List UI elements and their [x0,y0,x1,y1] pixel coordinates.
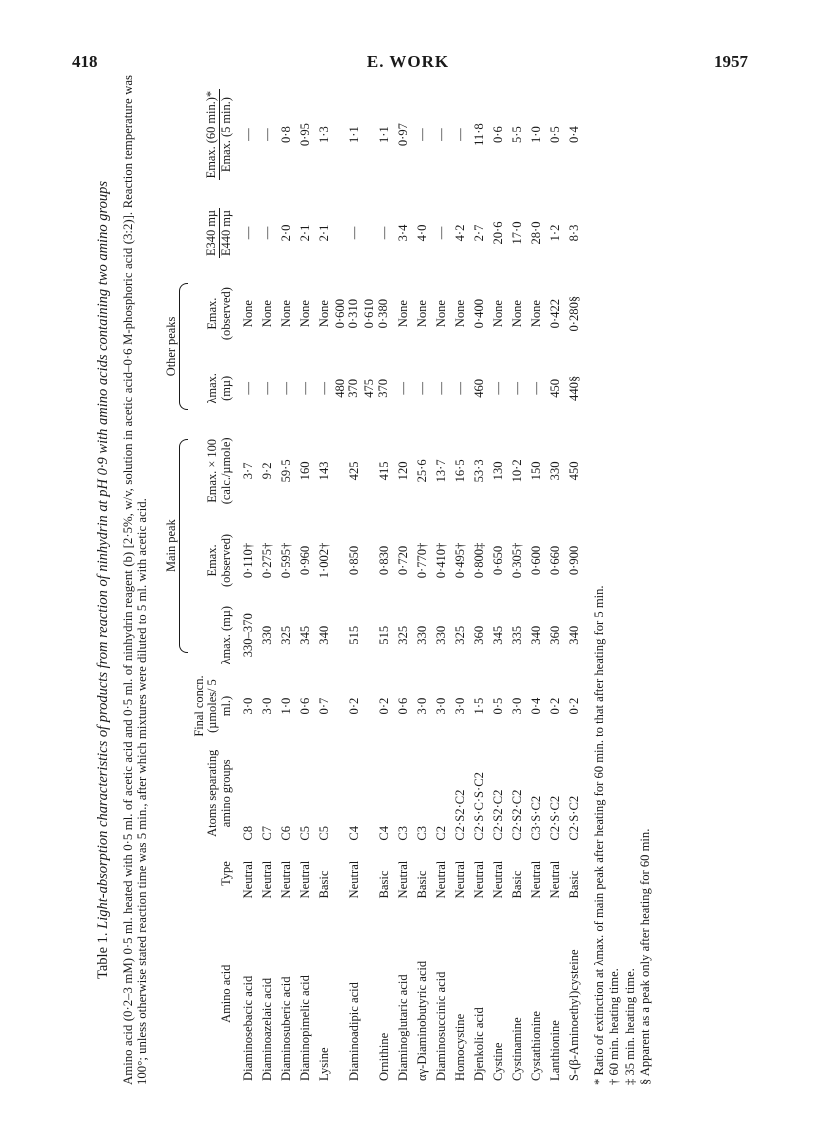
cell-type: Neutral [452,860,467,899]
cell-ratio: — [376,226,391,240]
cell-ratio: 2·1 [298,224,313,242]
table-title [95,75,112,1085]
cell-other-emax: None [414,300,429,328]
cell-amino-acid: Diaminoazelaic acid [260,977,275,1081]
cell-ratio: 4·0 [414,224,429,242]
cell-emax-calc: 120 [395,461,410,481]
cell-heat-ratio: — [433,128,448,141]
col-other-lmax: λmax. (mµ) [205,373,233,404]
cell-other-emax-secondary: 0·310 [346,298,361,329]
cell-type: Basic [376,870,391,899]
ratio-numerator: E340 mµ [204,209,219,257]
cell-heat-ratio: 0·8 [279,126,294,144]
group-header-row [164,75,192,1085]
col-atoms: Atoms separating amino groups [205,749,233,837]
cell-emax-calc: 450 [566,461,581,481]
cell-other-lmax: — [528,382,543,395]
table-row [314,75,333,1085]
cell-atoms: C3 [414,825,429,841]
col-lmax: λmax. (mµ) [219,605,233,665]
cell-atoms: C2·S·C2 [566,795,581,841]
cell-heat-ratio: 0·4 [566,126,581,144]
cell-lmax: 330 [414,625,429,645]
col-emax-obs: Emax. (observed) [205,533,233,587]
cell-other-emax: 0·280§ [566,295,581,332]
table-row [430,75,449,1085]
cell-other-lmax: — [260,382,275,395]
cell-lmax: 340 [528,625,543,645]
cell-ratio: — [260,226,275,240]
cell-other-lmax: 450 [547,378,562,398]
ratio-header [205,208,233,258]
cell-emax-obs: 0·600 [528,545,543,576]
cell-heat-ratio: 1·0 [528,126,543,144]
cell-amino-acid: Lanthionine [547,1020,562,1081]
data-table [164,75,582,1085]
cell-other-emax: None [317,300,332,328]
col-amino-acid: Amino acid [219,964,233,1023]
table-row [449,75,468,1085]
cell-type: Neutral [490,860,505,899]
cell-emax-calc: 160 [298,461,313,481]
cell-heat-ratio: 0·5 [547,126,562,144]
cell-amino-acid: Ornithine [376,1032,391,1081]
cell-lmax: 335 [509,625,524,645]
cell-other-emax [362,272,392,356]
cell-other-lmax: — [414,382,429,395]
ratio-denominator: E440 mµ [219,209,233,257]
cell-amino-acid: Lysine [317,1047,332,1081]
table-row [392,75,411,1085]
cell-conc: 0·6 [395,697,410,715]
cell-emax-obs: 0·720 [395,545,410,576]
cell-other-lmax: — [395,382,410,395]
cell-emax-obs: 0·800‡ [471,542,486,579]
cell-ratio: 1·2 [547,224,562,242]
cell-emax-calc: 3·7 [241,462,256,480]
cell-type: Basic [414,870,429,899]
main-peak-brace [179,439,188,653]
col-emax-calc: Emax. × 100 (calc./µmole) [205,437,233,505]
footnote: * Ratio of extinction at λmax. of main peak after heating for 60 min. to that after heating for 5 min. [592,585,607,1085]
cell-atoms: C2·S2·C2 [509,789,524,841]
heat-numerator: Emax. (60 min.)* [204,90,219,179]
cell-emax-calc: 415 [376,461,391,481]
cell-other-lmax-secondary: 370 [376,378,391,398]
cell-ratio: 8·3 [566,224,581,242]
cell-lmax: 345 [490,625,505,645]
cell-other-lmax: — [490,382,505,395]
cell-heat-ratio: 1·3 [317,126,332,144]
cell-emax-calc: 16·5 [452,459,467,483]
cell-amino-acid: Diaminoglutaric acid [395,974,410,1081]
table-row [563,75,582,1085]
cell-amino-acid: Diaminosuccinic acid [433,971,448,1081]
table-label: Table 1. [95,932,111,979]
cell-type: Neutral [395,860,410,899]
table-row [487,75,506,1085]
cell-ratio: — [241,226,256,240]
cell-other-lmax: 460 [471,378,486,398]
other-peaks-group [164,272,192,421]
cell-other-lmax: — [317,382,332,395]
cell-other-emax: 0·422 [547,298,562,329]
cell-amino-acid: Djenkolic acid [471,1007,486,1081]
cell-other-emax-primary: 0·600 [332,298,347,329]
cell-atoms: C2·S2·C2 [490,789,505,841]
cell-atoms: C6 [279,825,294,841]
cell-atoms: C4 [376,825,391,841]
cell-conc: 0·7 [317,697,332,715]
cell-other-emax: None [395,300,410,328]
cell-atoms: C3 [395,825,410,841]
main-peak-group [164,421,192,670]
cell-emax-obs: 0·595† [279,542,294,579]
cell-lmax: 360 [547,625,562,645]
table-row [468,75,487,1085]
cell-type: Neutral [547,860,562,899]
cell-type: Basic [509,870,524,899]
cell-emax-calc: 10·2 [509,459,524,483]
cell-conc: 0·2 [547,697,562,715]
cell-amino-acid: Cystathionine [528,1011,543,1081]
cell-other-lmax: — [509,382,524,395]
cell-conc: 1·5 [471,697,486,715]
cell-conc: 3·0 [509,697,524,715]
cell-emax-obs: 1·002† [317,542,332,579]
cell-ratio: 28·0 [528,221,543,245]
cell-conc: 3·0 [241,697,256,715]
cell-other-lmax: — [298,382,313,395]
cell-ratio: 20·6 [490,221,505,245]
table-row [238,75,257,1085]
other-peaks-label: Other peaks [164,316,179,377]
cell-emax-calc: 130 [490,461,505,481]
cell-emax-obs: 0·275† [260,542,275,579]
cell-other-emax: None [509,300,524,328]
cell-heat-ratio: 1·1 [346,126,361,144]
cell-ratio: 17·0 [509,221,524,245]
cell-atoms: C2·S2·C2 [452,789,467,841]
rotated-table-block [95,75,715,1085]
cell-other-emax: None [528,300,543,328]
cell-other-emax: None [260,300,275,328]
cell-ratio: 2·1 [317,224,332,242]
cell-type: Neutral [298,860,313,899]
cell-other-emax: 0·400 [471,298,486,329]
cell-ratio: 2·0 [279,224,294,242]
cell-atoms: C3·S·C2 [528,795,543,841]
cell-other-emax [333,272,363,356]
cell-amino-acid: Diaminoadipic acid [346,982,361,1081]
cell-emax-calc: 13·7 [433,459,448,483]
cell-conc: 0·2 [346,697,361,715]
cell-ratio: 3·4 [395,224,410,242]
cell-other-emax-secondary: 0·380 [376,298,391,329]
cell-other-lmax: — [452,382,467,395]
cell-type: Neutral [471,860,486,899]
cell-amino-acid: Cystinamine [509,1017,524,1081]
cell-emax-calc: 53·3 [471,459,486,483]
cell-heat-ratio: 5·5 [509,126,524,144]
col-other-emax: Emax. (observed) [205,287,233,341]
table-row [506,75,525,1085]
cell-heat-ratio: 1·1 [376,126,391,144]
cell-type: Neutral [241,860,256,899]
cell-lmax: 515 [346,625,361,645]
col-ratio [192,194,238,272]
cell-conc: 1·0 [279,697,294,715]
cell-other-lmax-secondary: 370 [346,378,361,398]
table-row [333,75,363,1085]
cell-emax-calc: 143 [317,461,332,481]
cell-conc: 3·0 [433,697,448,715]
cell-type: Basic [317,870,332,899]
cell-heat-ratio: 11·8 [471,123,486,146]
footnote: ‡ 35 min. heating time. [622,968,637,1085]
cell-other-emax: None [279,300,294,328]
cell-amino-acid: Homocystine [452,1013,467,1081]
cell-atoms: C7 [260,825,275,841]
cell-other-emax: None [452,300,467,328]
cell-lmax: 345 [298,625,313,645]
cell-other-lmax [333,356,363,422]
cell-emax-obs: 0·660 [547,545,562,576]
cell-amino-acid: Diaminosebacic acid [241,975,256,1081]
cell-emax-obs: 0·305† [509,542,524,579]
cell-lmax: 325 [279,625,294,645]
cell-other-emax: None [433,300,448,328]
col-heat-ratio [192,75,238,194]
cell-other-lmax [362,356,392,422]
table-description: Amino acid (0·2–3 mM) 0·5 ml. heated with 0·5 ml. of acetic acid and 0·5 ml. of ninhydrin reagent (b) [2·5%, w/v, solution in acetic acid–0·6 M-phosphoric acid (3:2)]. Reaction temperature was 100°; unless otherwise stated reaction time was 5 min., after which mixtures were diluted to 5 ml. with acetic acid. [120,75,150,1085]
year-header: 1957 [714,52,748,71]
cell-other-lmax-primary: 475 [362,378,377,398]
table-body [238,75,582,1085]
cell-type: Basic [566,870,581,899]
table-title-text: Light-absorption characteristics of products from reaction of ninhydrin at pH 0·9 with amino acids containing two amino groups [95,181,111,929]
cell-amino-acid: αγ-Diaminobutyric acid [414,960,429,1081]
other-peaks-brace [179,283,188,409]
cell-ratio: 2·7 [471,224,486,242]
cell-other-lmax: — [241,382,256,395]
table-row [525,75,544,1085]
cell-conc: 0·4 [528,697,543,715]
cell-emax-calc: 150 [528,461,543,481]
cell-emax-obs: 0·410† [433,542,448,579]
cell-other-lmax-primary: 480 [332,378,347,398]
footnote: † 60 min. heating time. [607,968,622,1085]
cell-conc: 0·6 [298,697,313,715]
col-type: Type [219,861,233,886]
cell-lmax: 340 [317,625,332,645]
cell-lmax: 325 [452,625,467,645]
cell-heat-ratio: — [260,128,275,141]
footnote: § Apparent as a peak only after heating for 60 min. [638,828,653,1085]
cell-emax-obs: 0·650 [490,545,505,576]
cell-heat-ratio: 0·6 [490,126,505,144]
cell-amino-acid: Diaminosuberic acid [279,976,294,1081]
cell-atoms: C2·S·C2 [547,795,562,841]
author-header: E. WORK [366,52,450,71]
col-conc: Final concn. (µmoles/ 5 ml.) [191,675,233,737]
cell-amino-acid: Cystine [490,1042,505,1081]
cell-lmax: 325 [395,625,410,645]
cell-other-lmax: 440§ [566,375,581,401]
cell-atoms: C2·S·C·S·C2 [471,772,486,841]
cell-other-emax: None [241,300,256,328]
cell-ratio: 4·2 [452,224,467,242]
cell-heat-ratio: — [452,128,467,141]
cell-type: Neutral [279,860,294,899]
cell-atoms: C5 [317,825,332,841]
cell-heat-ratio: — [241,128,256,141]
cell-emax-obs: 0·770† [414,542,429,579]
cell-lmax: 330 [433,625,448,645]
cell-emax-obs: 0·110† [241,542,256,579]
cell-type: Neutral [528,860,543,899]
table-row [257,75,276,1085]
cell-lmax: 330–370 [241,613,256,658]
cell-other-emax-primary: 0·610 [362,298,377,329]
table-caption [95,75,150,1085]
running-head [0,52,816,76]
cell-emax-obs: 0·960 [298,545,313,576]
cell-heat-ratio: — [414,128,429,141]
cell-conc: 0·2 [566,697,581,715]
cell-type: Neutral [260,860,275,899]
cell-emax-calc: 330 [547,461,562,481]
cell-lmax: 515 [376,625,391,645]
cell-other-emax: None [490,300,505,328]
cell-conc: 3·0 [260,697,275,715]
cell-emax-calc: 9·2 [260,462,275,480]
heat-denominator: Emax. (5 min.) [219,97,233,173]
cell-atoms: C4 [346,825,361,841]
cell-conc: 0·2 [376,697,391,715]
table-row [544,75,563,1085]
cell-emax-calc: 25·6 [414,459,429,483]
cell-emax-obs: 0·495† [452,542,467,579]
cell-lmax: 340 [566,625,581,645]
cell-emax-obs: 0·900 [566,545,581,576]
cell-emax-calc: 425 [346,461,361,481]
table-row [411,75,430,1085]
cell-lmax: 330 [260,625,275,645]
cell-ratio: — [346,226,361,240]
cell-ratio: — [433,226,448,240]
cell-other-lmax: — [433,382,448,395]
page-number: 418 [72,52,98,71]
cell-heat-ratio: 0·95 [298,123,313,147]
cell-heat-ratio: 0·97 [395,123,410,147]
cell-atoms: C2 [433,825,448,841]
table-row [295,75,314,1085]
cell-atoms: C8 [241,825,256,841]
cell-emax-obs: 0·830 [376,545,391,576]
cell-emax-obs: 0·850 [346,545,361,576]
footnotes [592,75,653,1085]
cell-conc: 3·0 [414,697,429,715]
heat-ratio-header [205,89,233,180]
cell-emax-calc: 59·5 [279,459,294,483]
cell-type: Neutral [346,860,361,899]
main-peak-label: Main peak [164,519,179,572]
column-header-row [192,75,238,1085]
cell-type: Neutral [433,860,448,899]
cell-conc: 0·5 [490,697,505,715]
cell-other-lmax: — [279,382,294,395]
cell-amino-acid: S-(β-Aminoethyl)cysteine [566,949,581,1081]
cell-amino-acid: Diaminopimelic acid [298,975,313,1081]
cell-atoms: C5 [298,825,313,841]
cell-lmax: 360 [471,625,486,645]
cell-conc: 3·0 [452,697,467,715]
cell-other-emax: None [298,300,313,328]
table-row [362,75,392,1085]
table-row [276,75,295,1085]
